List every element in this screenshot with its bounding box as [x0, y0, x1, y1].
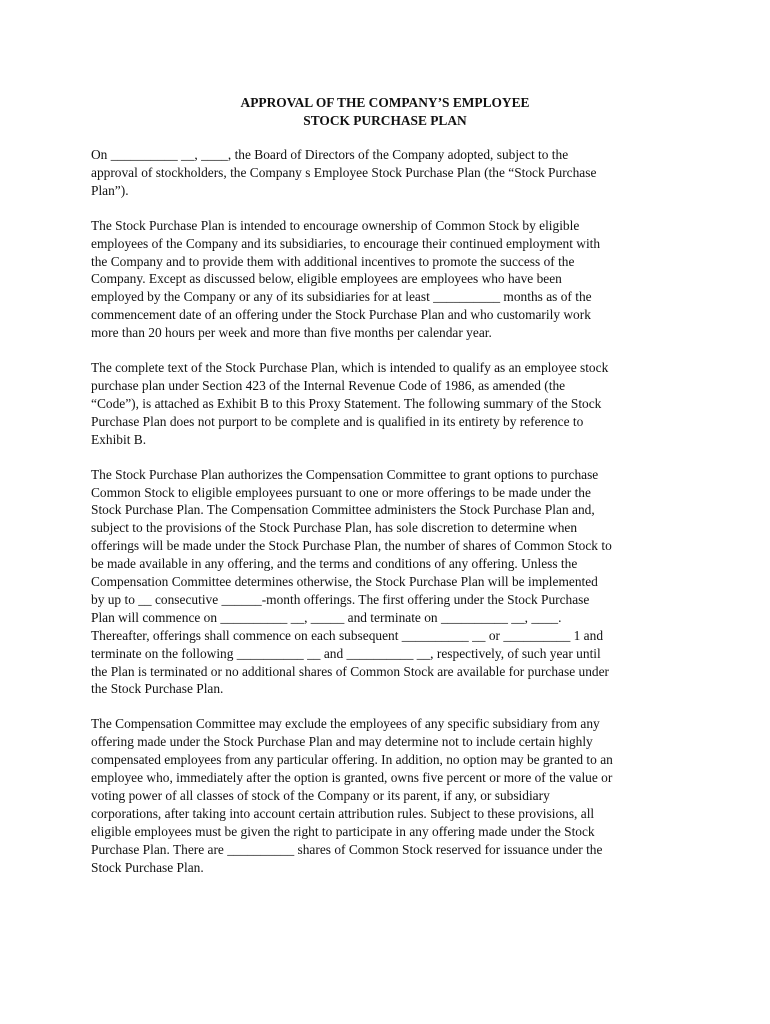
text-line: “Code”), is attached as Exhibit B to this Proxy Statement. The following summary of the Stock	[91, 395, 602, 411]
paragraph-exclusions-reserved-shares	[91, 715, 691, 876]
document-title-line-2: STOCK PURCHASE PLAN	[303, 113, 467, 128]
text-line: corporations, after taking into account certain attribution rules. Subject to these provisions, all	[91, 805, 595, 821]
text-line: employees of the Company and its subsidiaries, to encourage their continued employment with	[91, 235, 601, 251]
text-line: The Compensation Committee may exclude the employees of any specific subsidiary from any	[91, 716, 600, 732]
text-line: offerings will be made under the Stock Purchase Plan, the number of shares of Common Stock to	[91, 538, 612, 554]
text-line: by up to __ consecutive ______-month offerings. The first offering under the Stock Purchase	[91, 591, 590, 607]
text-line: subject to the provisions of the Stock Purchase Plan, has sole discretion to determine when	[91, 520, 578, 536]
text-line: offering made under the Stock Purchase Plan and may determine not to include certain highly	[91, 734, 593, 750]
text-line: purchase plan under Section 423 of the Internal Revenue Code of 1986, as amended (the	[91, 377, 566, 393]
text-line: employed by the Company or any of its subsidiaries for at least __________ months as of the	[91, 289, 592, 305]
text-line: Compensation Committee determines otherwise, the Stock Purchase Plan will be implemented	[91, 574, 598, 590]
text-line: Thereafter, offerings shall commence on each subsequent __________ __ or __________ 1 and	[91, 627, 604, 643]
text-line: employee who, immediately after the option is granted, owns five percent or more of the value or	[91, 770, 613, 786]
text-line: Exhibit B.	[91, 431, 147, 447]
text-line: eligible employees must be given the right to participate in any offering made under the Stock	[91, 823, 595, 839]
text-line: Purchase Plan does not purport to be complete and is qualified in its entirety by reference to	[91, 413, 584, 429]
text-line: Plan will commence on __________ __, _____ and terminate on __________ __, ____.	[91, 609, 562, 625]
document-title-line-1: APPROVAL OF THE COMPANY’S EMPLOYEE	[240, 95, 530, 110]
text-line: approval of stockholders, the Company s Employee Stock Purchase Plan (the “Stock Purchase	[91, 164, 597, 180]
text-line: The Stock Purchase Plan is intended to encourage ownership of Common Stock by eligible	[91, 217, 580, 233]
paragraph-offerings	[91, 466, 691, 699]
text-line: be made available in any offering, and the terms and conditions of any offering. Unless the	[91, 556, 578, 572]
text-line: Stock Purchase Plan.	[91, 859, 204, 875]
text-line: terminate on the following __________ __ and __________ __, respectively, of such year until	[91, 645, 601, 661]
text-line: The complete text of the Stock Purchase Plan, which is intended to qualify as an employee stock	[91, 360, 609, 376]
text-line: the Company and to provide them with additional incentives to promote the success of the	[91, 253, 575, 269]
text-line: voting power of all classes of stock of the Company or its parent, if any, or subsidiary	[91, 788, 550, 803]
text-line: Plan”).	[91, 182, 129, 198]
text-line: Stock Purchase Plan. The Compensation Committee administers the Stock Purchase Plan and,	[91, 502, 595, 518]
paragraph-plan-text-reference	[91, 359, 691, 449]
text-line: Purchase Plan. There are __________ shares of Common Stock reserved for issuance under the	[91, 841, 603, 857]
text-line: commencement date of an offering under the Stock Purchase Plan and who customarily work	[91, 307, 591, 323]
document-title	[0, 94, 770, 130]
text-line: On __________ __, ____, the Board of Directors of the Company adopted, subject to the	[91, 147, 569, 162]
text-line: the Plan is terminated or no additional shares of Common Stock are available for purchase under	[91, 663, 609, 679]
text-line: compensated employees from any particular offering. In addition, no option may be granted to an	[91, 752, 613, 768]
text-line: more than 20 hours per week and more than five months per calendar year.	[91, 325, 492, 341]
text-line: Company. Except as discussed below, eligible employees are employees who have been	[91, 271, 562, 287]
paragraph-adoption	[91, 146, 691, 200]
document-body	[91, 146, 691, 894]
paragraph-purpose-eligibility	[91, 217, 691, 342]
text-line: the Stock Purchase Plan.	[91, 681, 224, 697]
text-line: The Stock Purchase Plan authorizes the Compensation Committee to grant options to purchase	[91, 466, 599, 482]
text-line: Common Stock to eligible employees pursuant to one or more offerings to be made under the	[91, 484, 591, 500]
